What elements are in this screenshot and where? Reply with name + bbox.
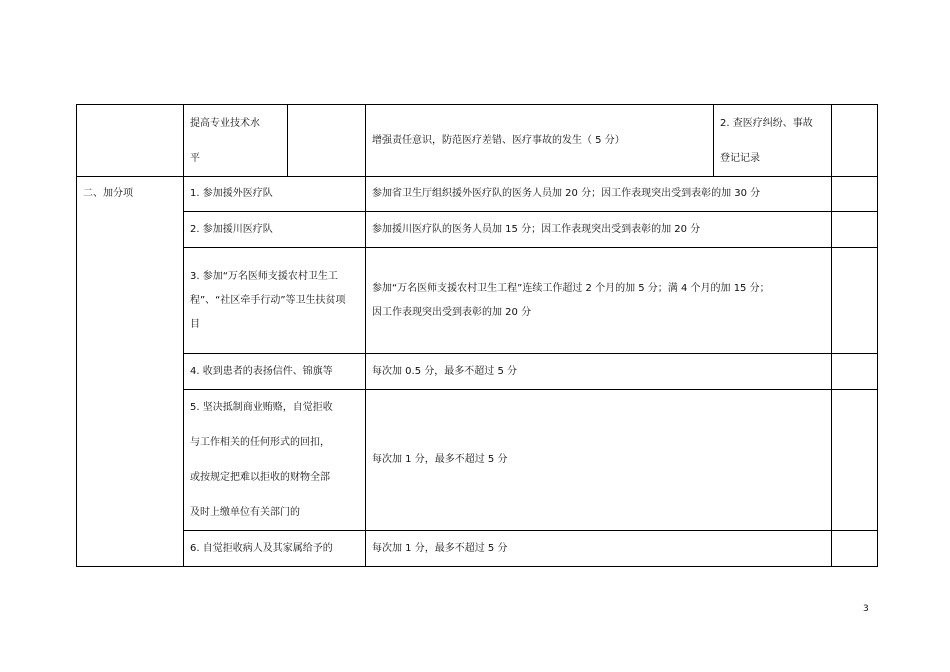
note-cell bbox=[714, 105, 832, 177]
score-cell bbox=[832, 531, 878, 567]
desc-cell: 每次加 1 分，最多不超过 5 分 bbox=[366, 390, 832, 531]
item-cell bbox=[184, 248, 366, 354]
table-row bbox=[77, 105, 878, 177]
evaluation-table bbox=[76, 104, 878, 567]
score-cell bbox=[832, 177, 878, 212]
table-row bbox=[77, 390, 878, 531]
page-number: 3 bbox=[863, 604, 869, 614]
item-cell: 2. 参加援川医疗队 bbox=[184, 212, 366, 248]
item-cell bbox=[184, 390, 366, 531]
item-line: 提高专业技术水 bbox=[190, 117, 260, 129]
desc-cell: 每次加 1 分，最多不超过 5 分 bbox=[366, 531, 832, 567]
table-row bbox=[77, 354, 878, 390]
table-row bbox=[77, 212, 878, 248]
item-line: 3. 参加“万名医师支援农村卫生工 bbox=[190, 270, 338, 282]
table-row bbox=[77, 177, 878, 212]
item-line: 与工作相关的任何形式的回扣， bbox=[190, 437, 330, 448]
item-line: 平 bbox=[190, 152, 200, 164]
item-cell: 1. 参加援外医疗队 bbox=[184, 177, 366, 212]
table-row bbox=[77, 248, 878, 354]
desc-line: 参加“万名医师支援农村卫生工程”连续工作超过 2 个月的加 5 分；满 4 个月的加 15 分； bbox=[372, 282, 770, 294]
score-cell bbox=[832, 354, 878, 390]
item-cell bbox=[184, 105, 288, 177]
item-line: 程”、“社区牵手行动”等卫生扶贫项 bbox=[190, 294, 346, 306]
score-cell bbox=[832, 105, 878, 177]
score-cell bbox=[832, 212, 878, 248]
note-line: 2. 查医疗纠纷、事故 bbox=[720, 117, 813, 129]
note-line: 登记记录 bbox=[720, 152, 760, 164]
item-cell: 6. 自觉拒收病人及其家属给予的 bbox=[184, 531, 366, 567]
desc-cell: 每次加 0.5 分，最多不超过 5 分 bbox=[366, 354, 832, 390]
item-line: 或按规定把难以拒收的财物全部 bbox=[190, 472, 330, 483]
desc-cell: 参加援川医疗队的医务人员加 15 分；因工作表现突出受到表彰的加 20 分 bbox=[366, 212, 832, 248]
desc-line: 因工作表现突出受到表彰的加 20 分 bbox=[372, 306, 532, 318]
desc-cell bbox=[366, 248, 832, 354]
item-line: 及时上缴单位有关部门的 bbox=[190, 507, 300, 518]
desc-cell: 增强责任意识，防范医疗差错、医疗事故的发生（ 5 分） bbox=[366, 105, 714, 177]
item-line: 5. 坚决抵制商业贿赂，自觉拒收 bbox=[190, 402, 333, 413]
score-cell bbox=[832, 248, 878, 354]
item-line: 目 bbox=[190, 318, 200, 330]
table-row bbox=[77, 531, 878, 567]
section-label: 二、加分项 bbox=[77, 177, 184, 567]
score-cell bbox=[832, 390, 878, 531]
blank-cell bbox=[288, 105, 366, 177]
category-cell bbox=[77, 105, 184, 177]
desc-cell: 参加省卫生厅组织援外医疗队的医务人员加 20 分；因工作表现突出受到表彰的加 30 分 bbox=[366, 177, 832, 212]
item-cell: 4. 收到患者的表扬信件、锦旗等 bbox=[184, 354, 366, 390]
